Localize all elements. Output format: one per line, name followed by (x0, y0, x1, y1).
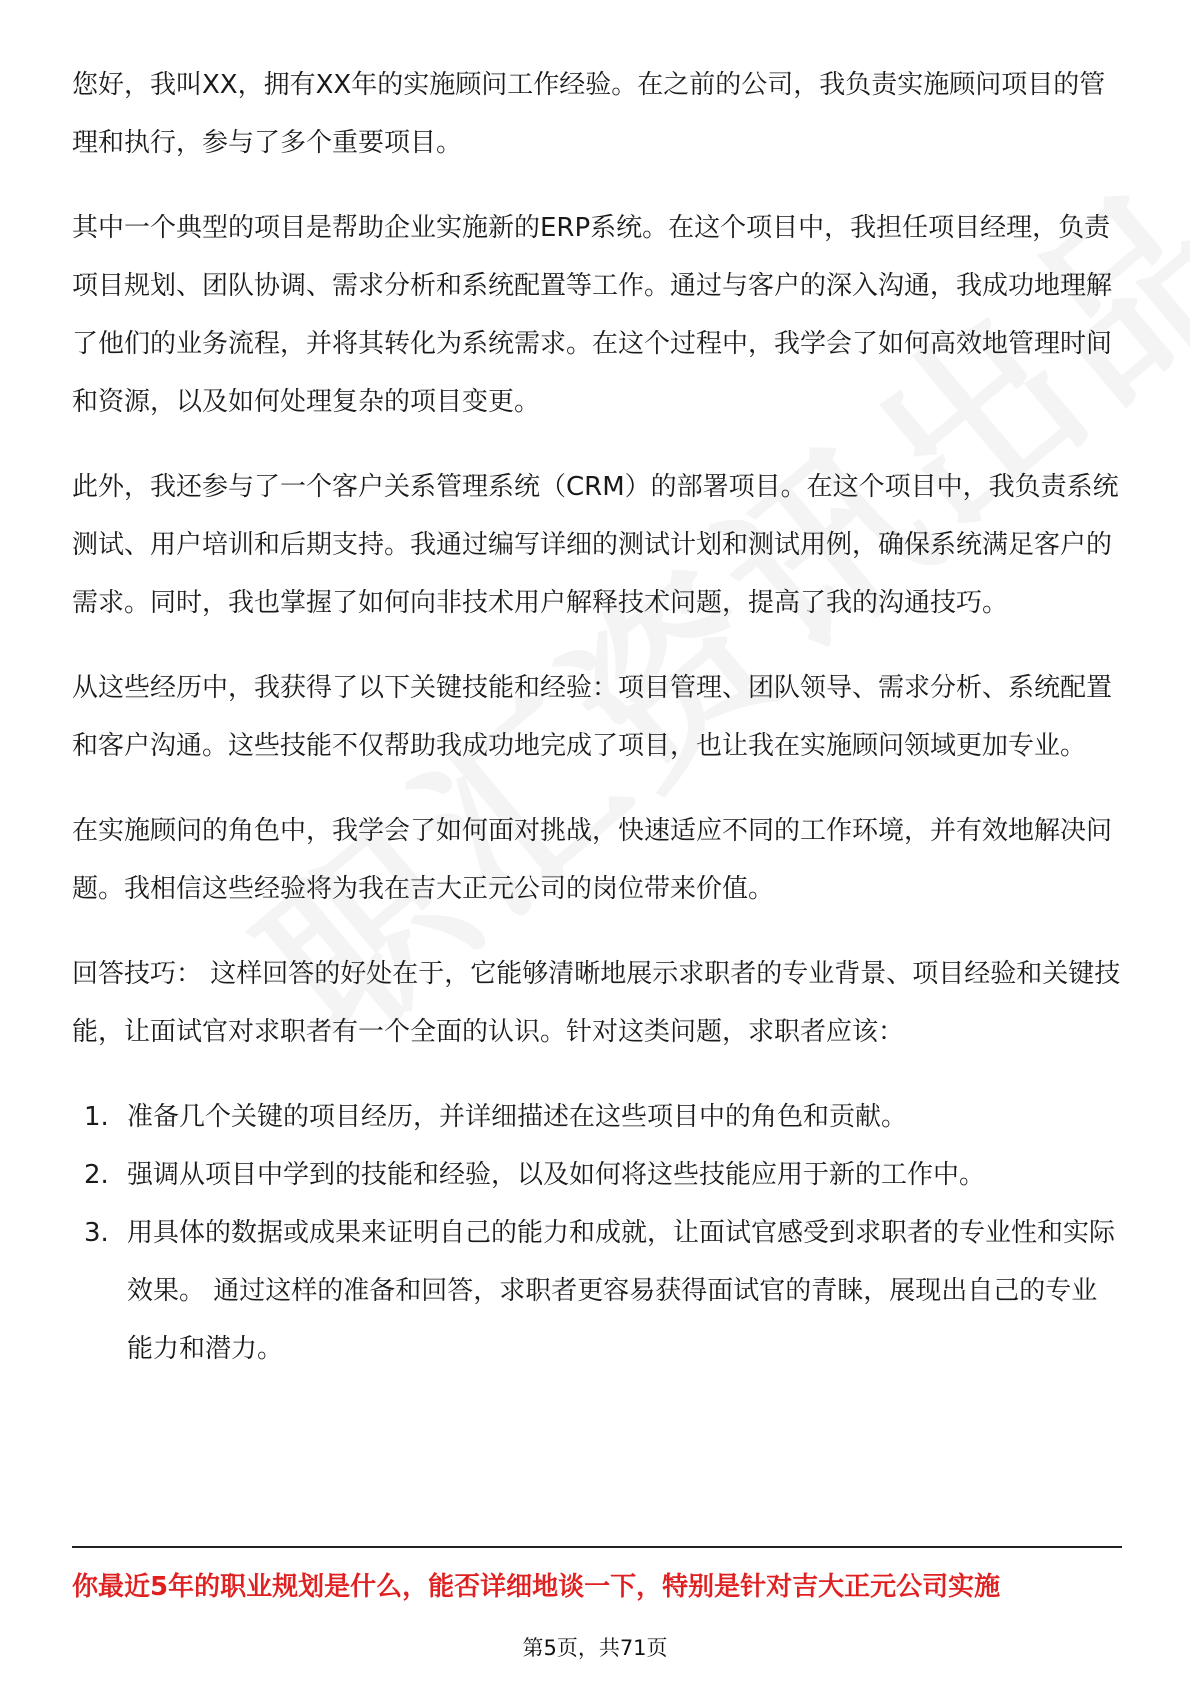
list-item (72, 1088, 1122, 1146)
list-item (72, 1146, 1122, 1204)
paragraph-role: 在实施顾问的角色中，我学会了如何面对挑战，快速适应不同的工作环境，并有效地解决问题。我相信这些经验将为我在吉大正元公司的岗位带来价值。 (72, 816, 1113, 904)
paragraph-erp-project: 其中一个典型的项目是帮助企业实施新的ERP系统。在这个项目中，我担任项目经理，负责项目规划、团队协调、需求分析和系统配置等工作。通过与客户的深入沟通，我成功地理解了他们的业务流程，并将其转化为系统需求。在这个过程中，我学会了如何高效地管理时间和资源，以及如何处理复杂的项目变更。 (72, 213, 1113, 417)
paragraph-answer-tips: 回答技巧： 这样回答的好处在于，它能够清晰地展示求职者的专业背景、项目经验和关键技能，让面试官对求职者有一个全面的认识。针对这类问题，求职者应该： (72, 959, 1121, 1047)
list-text: 用具体的数据或成果来证明自己的能力和成就，让面试官感受到求职者的专业性和实际效果。 通过这样的准备和回答，求职者更容易获得面试官的青睐，展现出自己的专业能力和潜力。 (127, 1218, 1116, 1364)
next-question-heading: 你最近5年的职业规划是什么，能否详细地谈一下，特别是针对吉大正元公司实施 (72, 1572, 1001, 1602)
list-number: 1. (84, 1102, 109, 1132)
list-number: 3. (84, 1218, 109, 1248)
divider (72, 1546, 1122, 1548)
list-item (72, 1204, 1122, 1378)
tips-list (72, 1088, 1122, 1378)
paragraph-crm-project: 此外，我还参与了一个客户关系管理系统（CRM）的部署项目。在这个项目中，我负责系统测试、用户培训和后期支持。我通过编写详细的测试计划和测试用例，确保系统满足客户的需求。同时，我也掌握了如何向非技术用户解释技术问题，提高了我的沟通技巧。 (72, 472, 1119, 618)
page-footer: 第5页，共71页 (522, 1636, 668, 1660)
paragraph-intro: 您好，我叫XX，拥有XX年的实施顾问工作经验。在之前的公司，我负责实施顾问项目的管理和执行，参与了多个重要项目。 (72, 70, 1106, 158)
document-body (72, 56, 1122, 1378)
list-number: 2. (84, 1160, 109, 1190)
list-text: 准备几个关键的项目经历，并详细描述在这些项目中的角色和贡献。 (127, 1102, 908, 1132)
list-text: 强调从项目中学到的技能和经验，以及如何将这些技能应用于新的工作中。 (127, 1160, 986, 1190)
paragraph-skills: 从这些经历中，我获得了以下关键技能和经验：项目管理、团队领导、需求分析、系统配置和客户沟通。这些技能不仅帮助我成功地完成了项目，也让我在实施顾问领域更加专业。 (72, 673, 1113, 761)
